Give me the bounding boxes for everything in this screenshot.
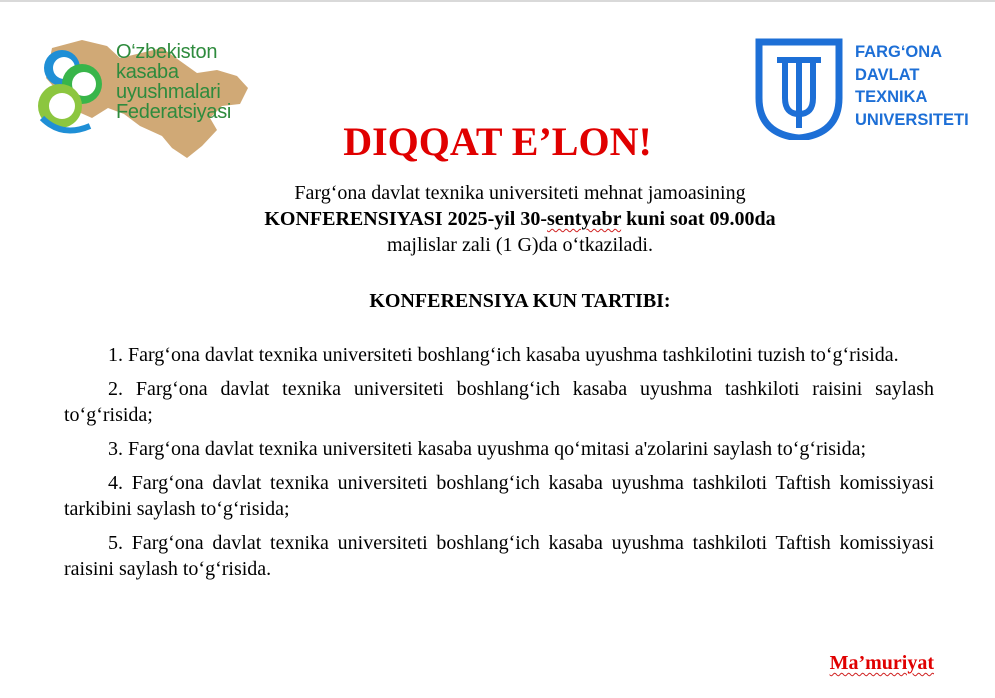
announcement-intro — [0, 180, 995, 258]
agenda-item: 2. Farg‘ona davlat texnika universiteti boshlang‘ich kasaba uyushma tashkiloti raisini saylash to‘g‘risida; — [64, 378, 934, 426]
federation-name-line: kasaba — [116, 61, 179, 83]
federation-name-line: O‘zbekiston — [116, 41, 218, 63]
agenda-title: KONFERENSIYA KUN TARTIBI: — [369, 290, 671, 312]
university-name-line: TEXNIKA — [855, 88, 928, 106]
intro-date-text: KONFERENSIYASI 2025-yil 30- — [264, 208, 548, 230]
announcement-heading: DIQQAT E’LON! — [343, 119, 652, 164]
signature: Ma’muriyat — [829, 652, 934, 674]
agenda-list — [64, 342, 934, 590]
agenda-item: 1. Farg‘ona davlat texnika universiteti boshlang‘ich kasaba uyushma tashkilotini tuzish to‘g‘risida. — [108, 344, 899, 366]
university-name-line: UNIVERSITETI — [855, 110, 969, 129]
top-border — [0, 0, 995, 2]
federation-name-line: uyushmalari — [116, 81, 221, 103]
university-name-line: FARG‘ONA — [855, 43, 943, 61]
agenda-item: 4. Farg‘ona davlat texnika universiteti boshlang‘ich kasaba uyushma tashkiloti Taftish komissiyasi tarkibini saylash to‘g‘risida; — [64, 472, 934, 520]
intro-date-line — [0, 206, 995, 232]
agenda-item: 3. Farg‘ona davlat texnika universiteti kasaba uyushma qo‘mitasi a'zolarini saylash to‘g‘risida; — [108, 438, 867, 460]
university-name-line: DAVLAT — [855, 65, 920, 84]
agenda-item: 5. Farg‘ona davlat texnika universiteti boshlang‘ich kasaba uyushma tashkiloti Taftish komissiyasi raisini saylash to‘g‘risida. — [64, 532, 934, 580]
intro-line: Farg‘ona davlat texnika universiteti mehnat jamoasining — [294, 182, 746, 204]
intro-time-text: kuni soat 09.00da — [621, 208, 776, 230]
federation-name-line: Federatsiyasi — [116, 101, 232, 123]
intro-month-text: sentyabr — [547, 208, 622, 230]
intro-line: majlislar zali (1 G)da o‘tkaziladi. — [386, 234, 653, 256]
